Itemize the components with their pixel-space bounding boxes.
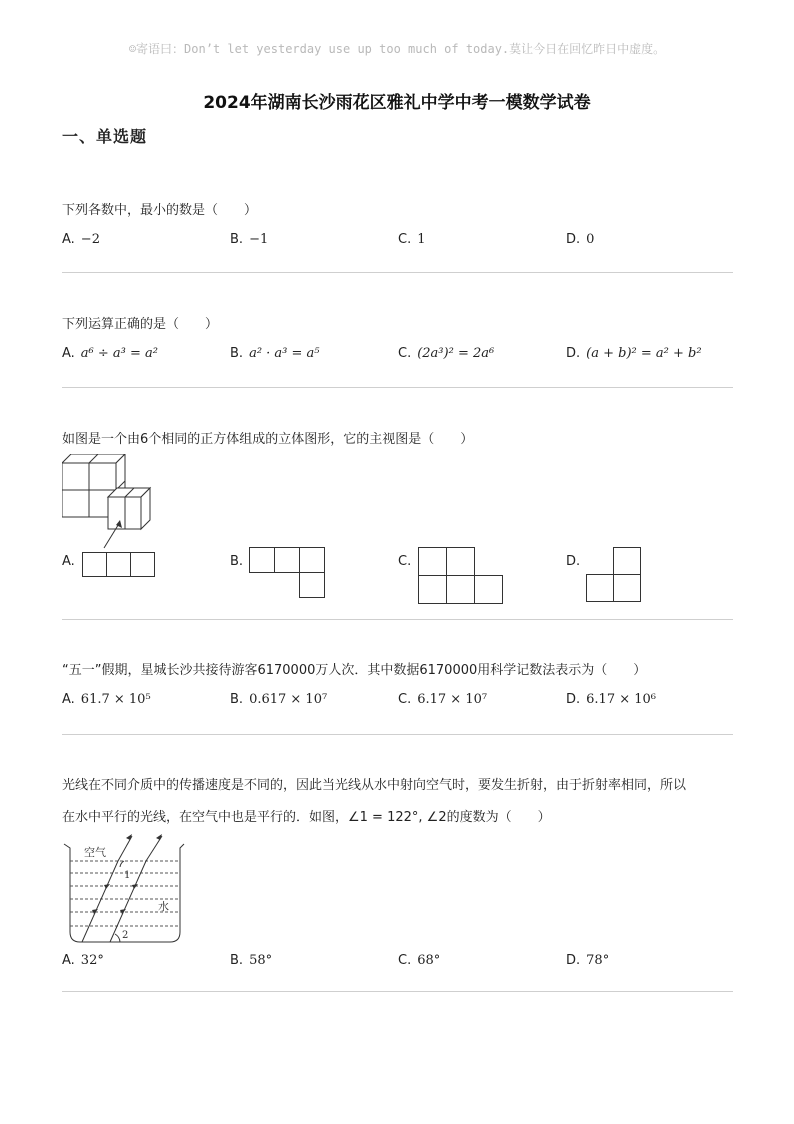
option-b-figure: [249, 547, 327, 599]
question-stem: 下列各数中，最小的数是（ ）: [62, 203, 258, 218]
option-letter: B.: [230, 232, 244, 247]
divider: [62, 272, 733, 273]
option-letter: B.: [230, 953, 244, 968]
options-row: [62, 948, 742, 974]
refraction-beaker-figure: [62, 834, 194, 946]
option-letter: A.: [62, 953, 75, 968]
question-stem: 下列运算正确的是（ ）: [62, 317, 219, 332]
option-letter: A.: [62, 232, 75, 247]
question-3: [62, 424, 742, 456]
option-value: 6.17 × 10⁶: [586, 692, 657, 707]
option-letter: D.: [566, 346, 581, 361]
option-value: 6.17 × 10⁷: [417, 692, 488, 707]
option-letter: D.: [566, 232, 581, 247]
water-label: 水: [158, 900, 169, 913]
option-letter: C.: [398, 346, 412, 361]
option-b[interactable]: [230, 341, 320, 367]
option-b[interactable]: [230, 948, 272, 974]
option-c-figure: [418, 547, 506, 607]
exam-title: 2024年湖南长沙雨花区雅礼中学中考一模数学试卷: [203, 93, 591, 113]
option-value: 1: [417, 232, 426, 247]
option-value: (a + b)² = a² + b²: [586, 346, 702, 361]
option-letter: A.: [62, 346, 75, 361]
angle-2-label: 2: [122, 930, 129, 941]
option-b[interactable]: [230, 687, 327, 713]
divider: [62, 734, 733, 735]
question-stem: 如图是一个由6个相同的正方体组成的立体图形，它的主视图是（ ）: [62, 432, 474, 447]
option-value: 0: [586, 232, 595, 247]
option-letter: D.: [566, 692, 581, 707]
motto-watermark: ☺寄语曰：Don’t let yesterday use up too much of today.莫让今日在回忆昨日中虚度。: [128, 42, 666, 56]
air-label: 空气: [84, 846, 106, 859]
question-1: [62, 195, 742, 253]
option-letter: A.: [62, 692, 75, 707]
option-a[interactable]: [62, 341, 158, 367]
question-2: [62, 309, 742, 367]
question-5-options: [62, 948, 742, 974]
option-letter: D.: [566, 554, 581, 569]
cube-solid-figure: [62, 454, 154, 550]
divider: [62, 619, 733, 620]
divider: [62, 991, 733, 992]
option-d[interactable]: [566, 687, 656, 713]
option-letter: B.: [230, 346, 244, 361]
option-value: a⁶ ÷ a³ = a²: [80, 346, 158, 361]
section-heading: 一、单选题: [62, 127, 148, 146]
option-letter: C.: [398, 232, 412, 247]
angle-1-label: 1: [124, 870, 131, 881]
option-d[interactable]: [566, 948, 609, 974]
option-d[interactable]: [566, 227, 594, 253]
option-letter: C.: [398, 554, 412, 569]
option-value: 61.7 × 10⁵: [80, 692, 151, 707]
option-value: (2a³)² = 2a⁶: [417, 346, 495, 361]
option-value: −1: [249, 232, 269, 247]
question-4: [62, 655, 742, 713]
option-value: 58°: [249, 953, 273, 968]
option-b[interactable]: [230, 227, 268, 253]
option-a[interactable]: [62, 687, 151, 713]
question-5: [62, 770, 742, 834]
option-letter: D.: [566, 953, 581, 968]
option-value: 32°: [80, 953, 104, 968]
options-row: [62, 227, 742, 253]
question-stem: 光线在不同介质中的传播速度是不同的，因此当光线从水中射向空气时，要发生折射，由于折射率相同，所以: [62, 778, 687, 793]
option-a-figure: [82, 552, 158, 579]
option-value: −2: [80, 232, 100, 247]
option-letter: B.: [230, 554, 244, 569]
option-value: a² · a³ = a⁵: [249, 346, 320, 361]
option-a[interactable]: [62, 227, 100, 253]
option-letter: B.: [230, 692, 244, 707]
option-c[interactable]: [398, 687, 487, 713]
option-value: 68°: [417, 953, 441, 968]
option-letter: C.: [398, 953, 412, 968]
option-value: 0.617 × 10⁷: [249, 692, 328, 707]
option-d[interactable]: [566, 341, 702, 367]
option-d-figure: [586, 547, 644, 605]
option-a[interactable]: [62, 948, 104, 974]
question-stem: 在水中平行的光线，在空气中也是平行的．如图，∠1 = 122°, ∠2的度数为（ ）: [62, 810, 551, 825]
option-letter: C.: [398, 692, 412, 707]
divider: [62, 387, 733, 388]
option-c[interactable]: [398, 341, 494, 367]
option-c[interactable]: [398, 948, 440, 974]
option-c[interactable]: [398, 227, 426, 253]
question-stem: “五一”假期，星城长沙共接待游客6170000万人次．其中数据6170000用科学记数法表示为（ ）: [62, 663, 647, 678]
option-letter: A.: [62, 554, 75, 569]
options-row: [62, 341, 742, 367]
option-value: 78°: [586, 953, 610, 968]
options-row: [62, 687, 742, 713]
